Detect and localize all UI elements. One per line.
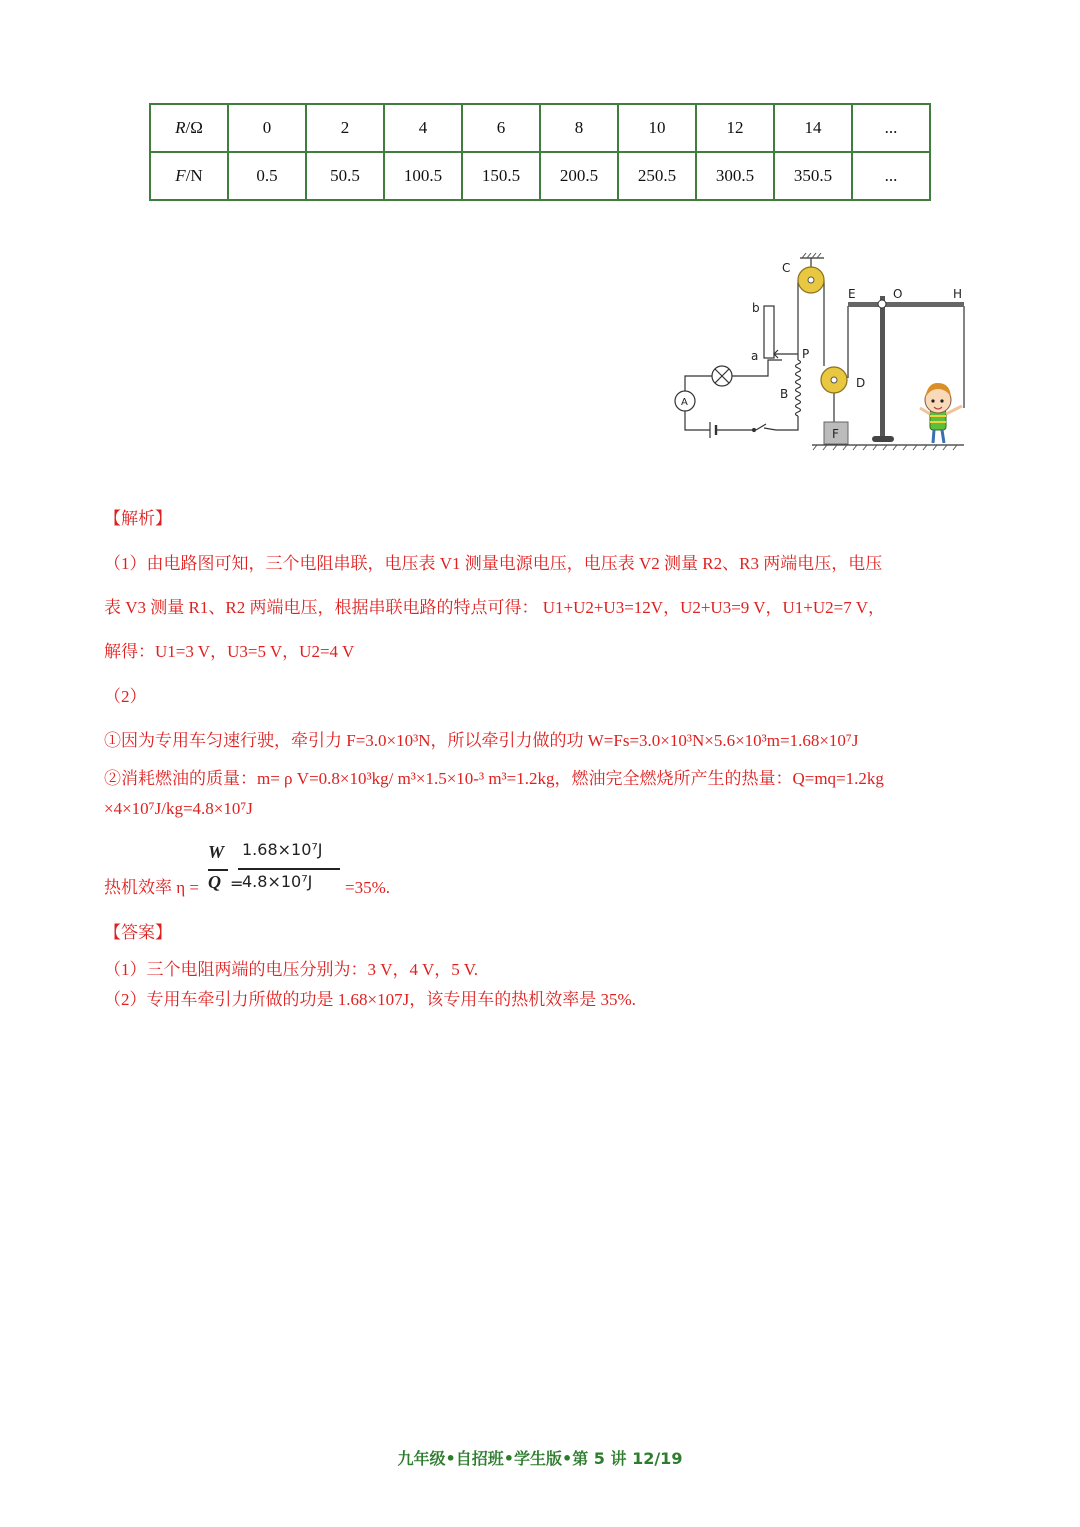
unit-text: /Ω bbox=[185, 118, 203, 137]
table-header-f bbox=[150, 152, 228, 200]
var-symbol: R bbox=[175, 118, 186, 137]
efficiency-prefix: 热机效率 η = bbox=[104, 878, 199, 897]
fraction-bar bbox=[208, 869, 228, 871]
table-cell: 12 bbox=[696, 104, 774, 152]
spring bbox=[796, 360, 801, 416]
table-row-resistance bbox=[150, 104, 930, 152]
var-symbol: F bbox=[175, 166, 186, 185]
label-b-top: b bbox=[752, 301, 760, 315]
lever-base bbox=[872, 436, 894, 442]
analysis-p1-line1: （1）由电路图可知，三个电阻串联，电压表 V1 测量电源电压，电压表 V2 测量 R2、R3 两端电压，电压 bbox=[104, 554, 883, 573]
lever-bar bbox=[848, 302, 964, 307]
analysis-p1-line3: 解得：U1=3 V，U3=5 V，U2=4 V bbox=[104, 642, 355, 661]
analysis-item1: ①因为专用车匀速行驶，牵引力 F=3.0×10³N，所以牵引力做的功 W=Fs=3.0×10³N×5.6×10³m=1.68×10⁷J bbox=[104, 731, 859, 750]
unit-text: /N bbox=[185, 166, 203, 185]
label-c: C bbox=[782, 261, 791, 275]
table-cell: 300.5 bbox=[696, 152, 774, 200]
formula-denominator: 4.8×10⁷J bbox=[242, 872, 313, 891]
answer-line2: （2）专用车牵引力所做的功是 1.68×107J，该专用车的热机效率是 35%. bbox=[104, 990, 636, 1009]
table-cell: 4 bbox=[384, 104, 462, 152]
table-cell: 2 bbox=[306, 104, 384, 152]
table-cell: 100.5 bbox=[384, 152, 462, 200]
formula-equals: = bbox=[230, 874, 244, 893]
analysis-p1-line2: 表 V3 测量 R1、R2 两端电压，根据串联电路的特点可得： U1+U2+U3=12V，U2+U3=9 V，U1+U2=7 V， bbox=[104, 598, 885, 617]
analysis-heading: 【解析】 bbox=[104, 509, 172, 528]
label-a: a bbox=[751, 349, 759, 363]
pivot-o bbox=[878, 300, 886, 308]
efficiency-formula bbox=[208, 838, 348, 898]
data-table bbox=[149, 103, 931, 201]
label-o: O bbox=[893, 287, 903, 301]
table-cell: 200.5 bbox=[540, 152, 618, 200]
table-row-force bbox=[150, 152, 930, 200]
label-e: E bbox=[848, 287, 856, 301]
table-cell: 250.5 bbox=[618, 152, 696, 200]
formula-q: Q bbox=[208, 872, 221, 892]
table-cell: 0.5 bbox=[228, 152, 306, 200]
table-cell: 8 bbox=[540, 104, 618, 152]
analysis-item2-line2: ×4×10⁷J/kg=4.8×10⁷J bbox=[104, 799, 253, 818]
table-header-r bbox=[150, 104, 228, 152]
table-cell: 350.5 bbox=[774, 152, 852, 200]
slide-resistor bbox=[764, 306, 774, 358]
page-footer: 九年级•自招班•学生版•第 5 讲 12/19 bbox=[397, 1449, 683, 1468]
table-cell: ... bbox=[852, 152, 930, 200]
answer-heading: 【答案】 bbox=[104, 923, 172, 942]
table-cell: 0 bbox=[228, 104, 306, 152]
label-d: D bbox=[856, 376, 866, 390]
label-h: H bbox=[953, 287, 963, 301]
table-cell: 150.5 bbox=[462, 152, 540, 200]
switch-lever bbox=[756, 424, 766, 430]
physics-diagram bbox=[672, 248, 984, 454]
child-figure bbox=[920, 383, 962, 443]
table-cell: ... bbox=[852, 104, 930, 152]
table-cell: 14 bbox=[774, 104, 852, 152]
formula-numerator: 1.68×10⁷J bbox=[242, 840, 323, 859]
circuit-wire bbox=[764, 416, 798, 430]
answer-line1: （1）三个电阻两端的电压分别为：3 V，4 V，5 V. bbox=[104, 960, 479, 979]
table-cell: 6 bbox=[462, 104, 540, 152]
analysis-p2: （2） bbox=[104, 687, 147, 706]
formula-w: W bbox=[208, 842, 225, 862]
label-p: P bbox=[802, 347, 810, 361]
switch-contact bbox=[753, 429, 756, 432]
table-cell: 50.5 bbox=[306, 152, 384, 200]
lever-post bbox=[880, 296, 885, 438]
analysis-item2-line1: ②消耗燃油的质量：m= ρ V=0.8×10³kg/ m³×1.5×10-³ m³=1.2kg，燃油完全燃烧所产生的热量：Q=mq=1.2kg bbox=[104, 769, 884, 788]
fraction-bar bbox=[238, 868, 340, 870]
efficiency-suffix: =35%. bbox=[345, 878, 390, 897]
label-ammeter: A bbox=[681, 397, 688, 408]
label-f: F bbox=[832, 427, 839, 441]
label-spring-b: B bbox=[780, 387, 789, 401]
table-cell: 10 bbox=[618, 104, 696, 152]
